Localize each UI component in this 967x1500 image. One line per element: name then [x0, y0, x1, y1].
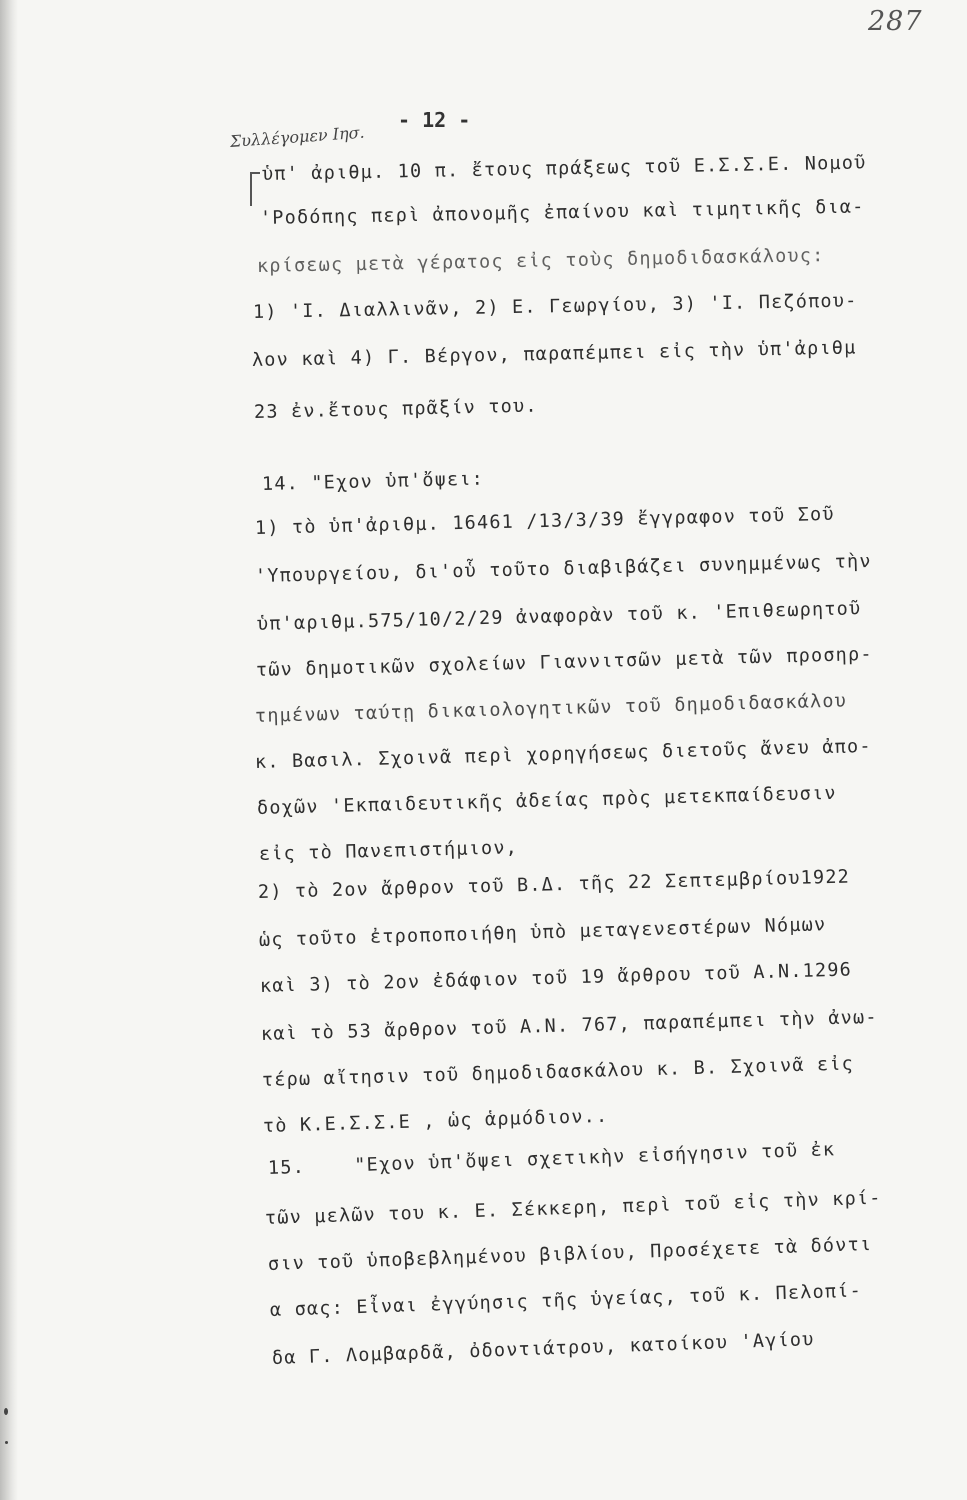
- text-line: καὶ τὸ 53 ἄρθρον τοῦ Α.Ν. 767, παραπέμπει τὴν ἀνω-: [260, 1006, 878, 1045]
- section-15-line: 15. "Εχον ὑπ'ὄψει σχετικὴν εἰσήγησιν τοῦ ἐκ: [267, 1139, 836, 1179]
- archive-folio-number: 287: [868, 6, 923, 37]
- text-line: ὡς τοῦτο ἐτροποποιήθη ὑπὸ μεταγενεστέρων Νόμων: [258, 914, 827, 951]
- text-line: 'Υπουργείου, δι'οὗ τοῦτο διαβιβάζει συνημμένως τὴν: [254, 550, 872, 587]
- text-line: 'Ροδόπης περὶ ἀπονομῆς ἐπαίνου καὶ τιμητικῆς δια-: [259, 196, 865, 229]
- text-line: τὸ Κ.Ε.Σ.Σ.Ε , ὡς ἁρμόδιον..: [262, 1105, 609, 1137]
- scan-edge-shadow: [0, 0, 18, 1500]
- text-line: τῶν δημοτικῶν σχολείων Γιαννιτσῶν μετὰ τῶν προσηρ-: [255, 643, 873, 681]
- handwritten-margin-note: Συλλέγομεν Ιησ.: [229, 122, 366, 151]
- text-line: ὑπ'αριθμ.575/10/2/29 ἀναφορὰν τοῦ κ. 'Επιθεωρητοῦ: [256, 598, 862, 635]
- text-line: δοχῶν 'Εκπαιδευτικῆς ἀδείας πρὸς μετεκπαίδευσιν: [256, 782, 837, 819]
- text-line: 1) 'Ι. Διαλλινᾶν, 2) Ε. Γεωργίου, 3) 'Ι. Πεζόπου-: [252, 290, 858, 323]
- margin-bracket-mark: [250, 172, 260, 206]
- text-line: 2) τὸ 2ον ἄρθρον τοῦ Β.Δ. τῆς 22 Σεπτεμβρίου1922: [257, 866, 851, 903]
- scan-speck: [5, 1441, 8, 1444]
- text-line: κρίσεως μετὰ γέρατος εἰς τοὺς δημοδιδασκάλους:: [256, 245, 825, 277]
- page-number: - 12 -: [398, 108, 471, 132]
- text-line: σιν τοῦ ὑποβεβλημένου βιβλίου, Προσέχετε τὰ δόντι: [267, 1233, 873, 1275]
- text-line: δα Γ. Λομβαρδᾶ, ὀδοντιάτρου, κατοίκου 'Αγίου: [271, 1329, 815, 1369]
- text-line: τημένων ταύτῃ δικαιολογητικῶν τοῦ δημοδιδασκάλου: [254, 690, 848, 727]
- text-line: 23 ἐν.ἔτους πρᾶξίν του.: [253, 395, 538, 423]
- text-line: 1) τὸ ὑπ'ἀριθμ. 16461 /13/3/39 ἔγγραφον τοῦ Σοῦ: [254, 503, 835, 539]
- text-line: τέρω αἴτησιν τοῦ δημοδιδασκάλου κ. Β. Σχοινᾶ εἰς: [261, 1053, 855, 1091]
- scan-speck: [4, 1408, 8, 1415]
- text-line: εἰς τὸ Πανεπιστήμιον,: [258, 837, 519, 865]
- text-line: τῶν μελῶν του κ. Ε. Σέκκερη, περὶ τοῦ εἰς τὴν κρί-: [264, 1187, 882, 1229]
- text-line: λον καὶ 4) Γ. Βέργον, παραπέμπει εἰς τὴν ὑπ'ἀριθμ: [251, 337, 857, 371]
- text-line: κ. Βασιλ. Σχοινᾶ περὶ χορηγήσεως διετοῦς ἄνευ ἀπο-: [254, 735, 872, 773]
- section-heading: 14. "Εχον ὑπ'ὄψει:: [261, 468, 485, 495]
- text-line: ὑπ' ἀριθμ. 10 π. ἔτους πράξεως τοῦ Ε.Σ.Σ.Ε. Νομοῦ: [261, 152, 867, 185]
- text-line: καὶ 3) τὸ 2ον ἐδάφιον τοῦ 19 ἄρθρου τοῦ Α.Ν.1296: [259, 959, 853, 997]
- text-line: α σας: Εἶναι ἐγγύησις τῆς ὑγείας, τοῦ κ. Πελοπί-: [269, 1280, 863, 1321]
